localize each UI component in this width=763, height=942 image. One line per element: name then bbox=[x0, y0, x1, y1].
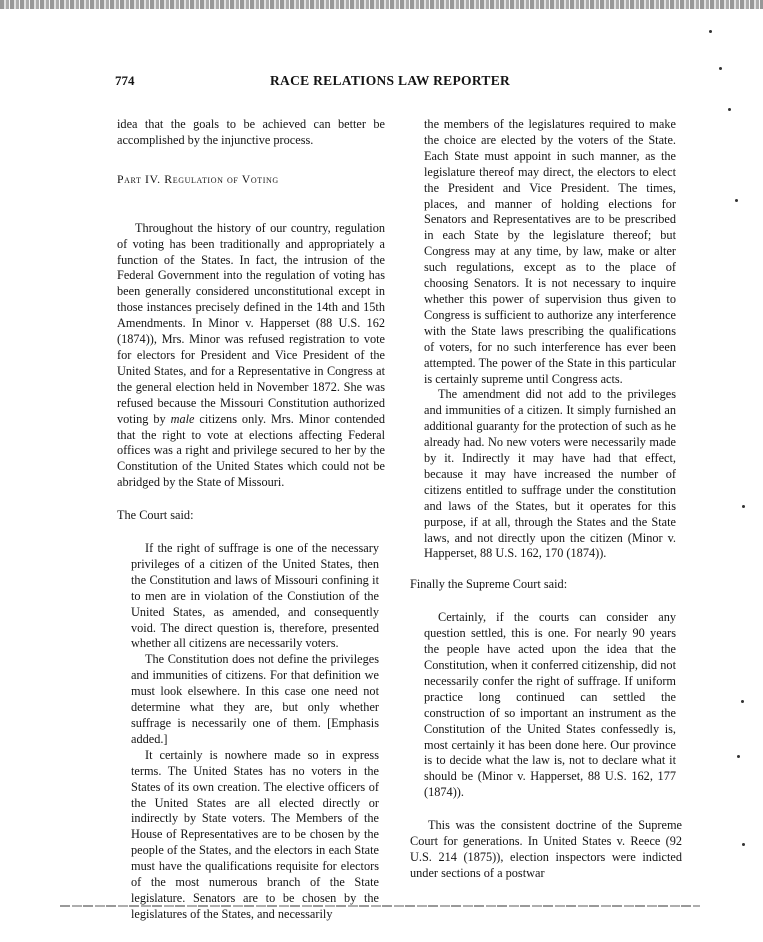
paragraph bbox=[117, 221, 385, 491]
quote-paragraph: If the right of suffrage is one of the necessary privileges of a citizen of the United States, then the Constitution and laws of Missouri confining it to men are in violation of the Constiution of the United States, as amended, and consequently void. The direct question is, therefore, presented whether all citizens are necessarily voters. bbox=[131, 541, 379, 651]
scan-speck bbox=[741, 700, 744, 703]
paragraph-text: citizens only. Mrs. Minor contended that the right to vote at elections affecting Federal offices was a right and privilege secured to her by the Constitution of the United States which could not be abridged by the State of Missouri. bbox=[117, 411, 386, 490]
paragraph: Finally the Supreme Court said: bbox=[410, 577, 568, 592]
scan-speck bbox=[742, 505, 745, 508]
running-title: RACE RELATIONS LAW REPORTER bbox=[270, 73, 511, 88]
page-number: 774 bbox=[115, 73, 135, 88]
section-heading: Part IV. Regulation of Voting bbox=[117, 171, 279, 186]
scan-speck bbox=[737, 755, 740, 758]
quote-paragraph: The amendment did not add to the privileges and immunities of a citizen. It simply furnished an additional guaranty for the protection of such as he already had. No new voters were necessarily made by it. Indirectly it may have had that effect, because it may have increased the number of citizens entitled to suffrage under the constitution and laws of the States, but it operates for this purpose, if at all, through the States and the State laws, and not directly upon the citizen (Minor v. Happerset, 88 U.S. 162, 170 (1874)). bbox=[424, 387, 676, 561]
emphasis-text: male bbox=[170, 411, 195, 426]
paragraph: idea that the goals to be achieved can better be accomplished by the injunctive process. bbox=[117, 117, 385, 147]
scan-speck bbox=[735, 199, 738, 202]
quote-paragraph: It certainly is nowhere made so in express terms. The United States has no voters in the States of its own creation. The elective officers of the United States are all elected directly or indirectly by State voters. The Members of the House of Representatives are to be chosen by the people of the States, and the electors in each State must have the qualifications requisite for electors of the most numerous branch of the State legislature. Senators are to be chosen by the legislatures of the States, and necessarily bbox=[131, 747, 379, 921]
quote-paragraph: the members of the legislatures required to make the choice are elected by the voters of the State. Each State must appoint in such manner, as the legislature thereof may direct, the electors to elect the President and Vice President. The times, places, and manner of holding elections for Senators and Representatives are to be prescribed in each State by the legislature thereof; but Congress may at any time, by law, make or alter such regulations, except as to the place of choosing Senators. It is not necessary to inquire whether this power of supervision thus given to Congress is sufficient to authorize any interference with the State laws prescribing the qualifications of voters, for no such interference has ever been attempted. The power of the State in this particular is certainly supreme until Congress acts. bbox=[424, 117, 676, 386]
block-quote bbox=[410, 117, 682, 562]
left-column bbox=[117, 117, 385, 923]
scan-speck bbox=[742, 843, 745, 846]
page-header bbox=[115, 73, 685, 95]
block-quote bbox=[117, 541, 385, 923]
scan-speck bbox=[709, 30, 712, 33]
paragraph: This was the consistent doctrine of the Supreme Court for generations. In United States v. Reece (92 U.S. 214 (1875)), election inspectors were indicted under sections of a postwar bbox=[410, 818, 682, 880]
right-column bbox=[410, 117, 682, 882]
scan-top-edge bbox=[0, 0, 763, 9]
paragraph-text: Throughout the history of our country, regulation of voting has been traditionally and appropriately a function of the States. In fact, the intrusion of the Federal Government into the regulation of voting has been generally considered unconstitutional except in those instances precisely defined in the 14th and 15th Amendments. In Minor v. Happerset (88 U.S. 162 (1874)), Mrs. Minor was refused registration to vote for electors for President and Vice President of the United States, and for a Representative in Congress at the general election held in November 1872. She was refused because the Missouri Constitution authorized voting by bbox=[117, 220, 385, 426]
quote-paragraph: Certainly, if the courts can consider any question settled, this is one. For nearly 90 years the people have acted upon the idea that the Constitution, when it conferred citizenship, did not necessarily confer the right of suffrage. If uniform practice long continued can settled the construction of so important an instrument as the Constitution of the United States confessedly is, most certainly it has been done here. Our province is to decide what the law is, not to declare what it should be (Minor v. Happerset, 88 U.S. 162, 177 (1874)). bbox=[424, 610, 676, 800]
quote-paragraph: The Constitution does not define the privileges and immunities of citizens. For that definition we must look elsewhere. In this case one need not determine what they are, but only whether suffrage is necessarily one of them. [Emphasis added.] bbox=[131, 652, 379, 746]
scan-speck bbox=[728, 108, 731, 111]
scan-bottom-edge bbox=[60, 905, 700, 907]
paragraph: The Court said: bbox=[117, 508, 194, 523]
block-quote bbox=[410, 610, 682, 801]
scan-speck bbox=[719, 67, 722, 70]
